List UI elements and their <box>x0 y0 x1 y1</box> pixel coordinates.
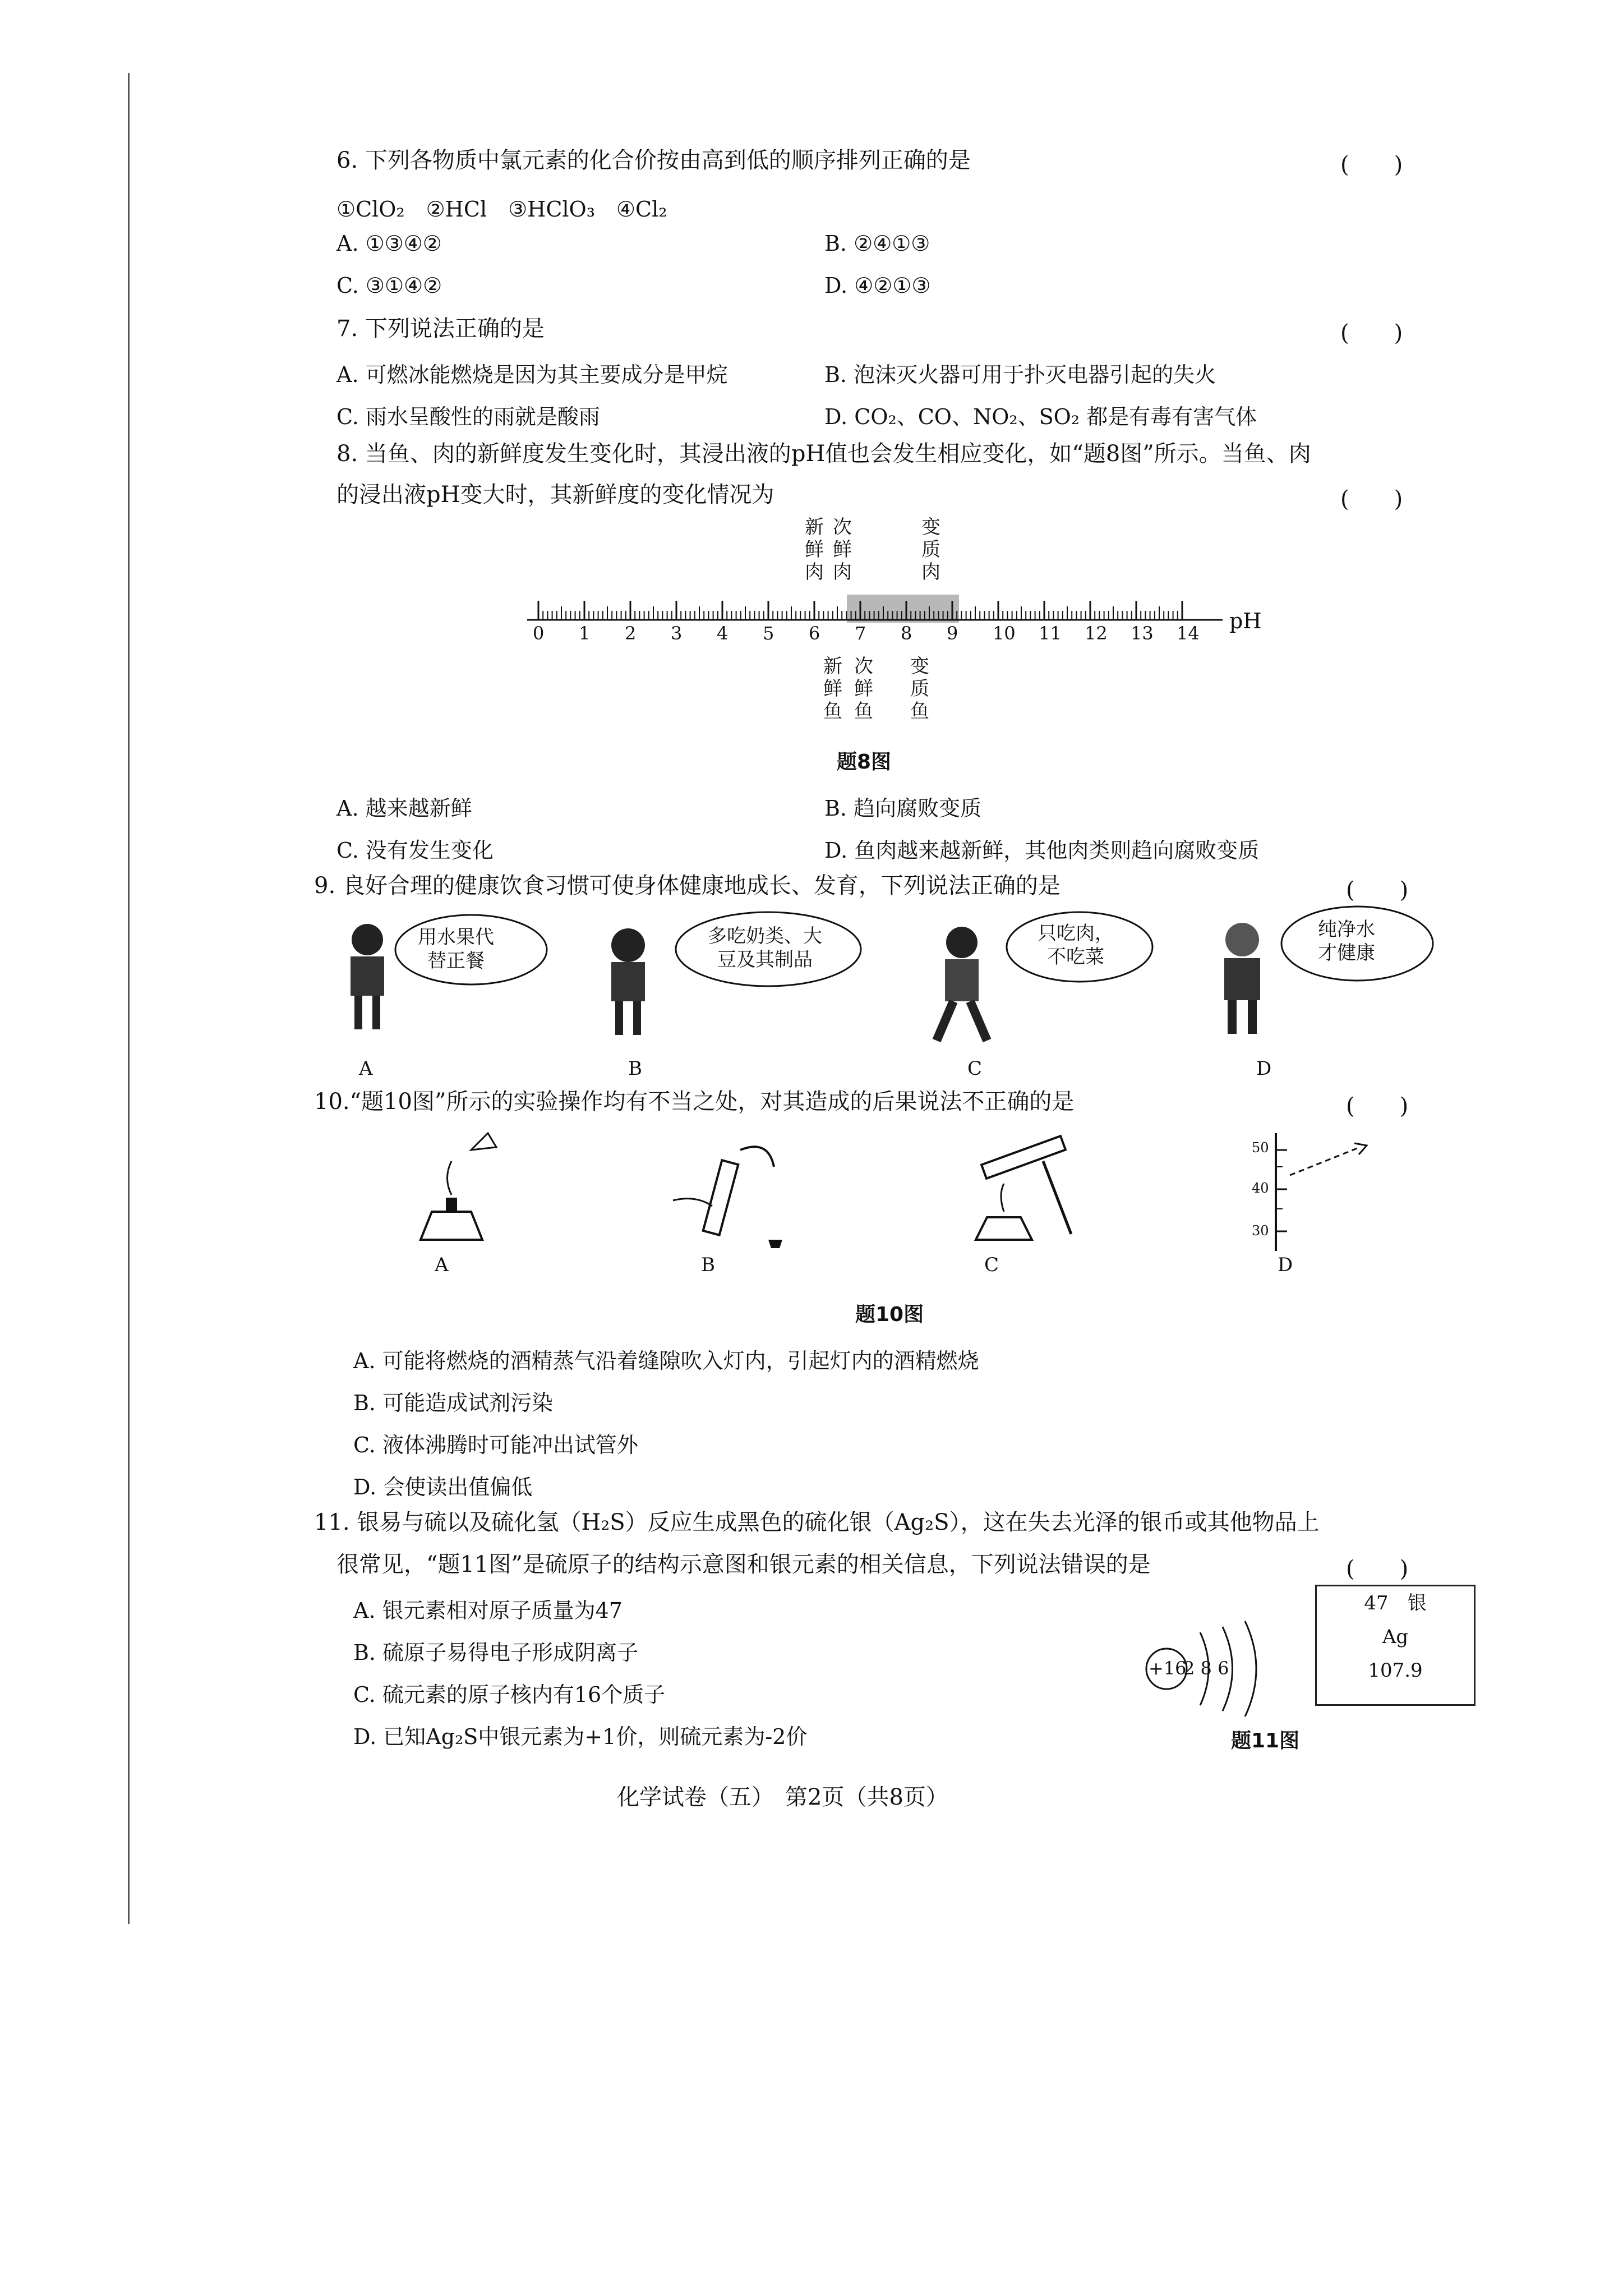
pouring-reagent-icon <box>662 1128 802 1251</box>
q7-option-a[interactable]: A. 可燃冰能燃烧是因为其主要成分是甲烷 <box>336 362 728 387</box>
ph-scale-ruler <box>505 595 1290 639</box>
q11-stem-line2: 很常见，“题11图”是硫原子的结构示意图和银元素的相关信息，下列说法错误的是 <box>336 1552 1151 1577</box>
q10-option-d[interactable]: D. 会使读出值偏低 <box>353 1475 533 1499</box>
ph-tick-label: 3 <box>671 623 683 644</box>
ph-tick-label: 12 <box>1085 623 1108 644</box>
q10-option-a[interactable]: A. 可能将燃烧的酒精蒸气沿着缝隙吹入灯内，引起灯内的酒精燃烧 <box>353 1349 979 1373</box>
q8-stem-line2: 的浸出液pH变大时，其新鲜度的变化情况为 <box>336 482 774 508</box>
ph-tick-label: 4 <box>717 623 728 644</box>
q6-stem: 6. 下列各物质中氯元素的化合价按由高到低的顺序排列正确的是 <box>336 148 971 173</box>
ph-tick-label: 10 <box>993 623 1016 644</box>
child-figure-d <box>1209 920 1276 1049</box>
q8-option-d[interactable]: D. 鱼肉越来越新鲜，其他肉类则趋向腐败变质 <box>824 838 1260 863</box>
q6-items: ①ClO₂ ②HCl ③HClO₃ ④Cl₂ <box>336 197 667 222</box>
element-number: 47 <box>1364 1592 1389 1614</box>
q8-option-c[interactable]: C. 没有发生变化 <box>336 838 494 863</box>
meat-second-label: 次鲜肉 <box>833 516 852 583</box>
q8-option-b[interactable]: B. 趋向腐败变质 <box>824 796 982 821</box>
ph-tick-label: 6 <box>809 623 820 644</box>
q9-answer-paren[interactable]: ( ) <box>1346 877 1409 903</box>
q10-option-c[interactable]: C. 液体沸腾时可能冲出试管外 <box>353 1433 638 1457</box>
q10-answer-paren[interactable]: ( ) <box>1346 1093 1409 1119</box>
q7-answer-paren[interactable]: ( ) <box>1340 320 1403 346</box>
ph-tick-label: 0 <box>533 623 545 644</box>
figure-label-c[interactable]: C <box>967 1057 983 1080</box>
ph-axis-unit: pH <box>1229 609 1262 633</box>
cylinder-tick-50: 50 <box>1252 1140 1269 1156</box>
element-name: 银 <box>1407 1592 1427 1614</box>
q10-figure-label-d[interactable]: D <box>1278 1254 1293 1276</box>
page-footer: 化学试卷（五） 第2页（共8页） <box>617 1784 948 1810</box>
q9-stem: 9. 良好合理的健康饮食习惯可使身体健康地成长、发育，下列说法正确的是 <box>314 873 1061 899</box>
q11-option-a[interactable]: A. 银元素相对原子质量为47 <box>353 1598 623 1623</box>
q10-option-b[interactable]: B. 可能造成试剂污染 <box>353 1391 554 1415</box>
q7-option-c[interactable]: C. 雨水呈酸性的雨就是酸雨 <box>336 404 600 429</box>
child-figure-c <box>925 923 998 1052</box>
figure-label-a[interactable]: A <box>359 1057 373 1080</box>
ph-tick-label: 13 <box>1131 623 1154 644</box>
ph-tick-label: 9 <box>947 623 958 644</box>
q7-option-d[interactable]: D. CO₂、CO、NO₂、SO₂ 都是有毒有害气体 <box>824 404 1257 429</box>
alcohol-lamp-blowing-icon <box>398 1128 505 1251</box>
q11-option-b[interactable]: B. 硫原子易得电子形成阴离子 <box>353 1640 639 1665</box>
ph-tick-label: 8 <box>901 623 912 644</box>
heating-test-tube-icon <box>948 1128 1088 1251</box>
bubble-a-text: 用水果代 替正餐 <box>418 926 494 972</box>
element-mass: 107.9 <box>1368 1659 1423 1682</box>
fish-spoiled-label: 变质鱼 <box>910 655 929 723</box>
q8-stem-line1: 8. 当鱼、肉的新鲜度发生变化时，其浸出液的pH值也会发生相应变化，如“题8图”所示。当鱼、肉 <box>336 441 1311 467</box>
bubble-d-text: 纯净水 才健康 <box>1318 918 1375 964</box>
q10-figure-label-a[interactable]: A <box>435 1254 449 1276</box>
child-figure-b <box>597 926 659 1049</box>
bubble-c-text: 只吃肉， 不吃菜 <box>1038 922 1114 968</box>
ph-tick-label: 14 <box>1177 623 1200 644</box>
q10-figure-label-c[interactable]: C <box>984 1254 999 1276</box>
bubble-b-text: 多吃奶类、大 豆及其制品 <box>708 925 822 971</box>
figure-label-d[interactable]: D <box>1256 1057 1272 1080</box>
cylinder-tick-40: 40 <box>1252 1180 1269 1196</box>
fish-fresh-label: 新鲜鱼 <box>823 655 842 723</box>
ph-tick-label: 1 <box>579 623 591 644</box>
silver-element-card <box>1315 1585 1476 1706</box>
ph-tick-label: 2 <box>625 623 637 644</box>
fig11-caption: 题11图 <box>1231 1729 1300 1752</box>
q6-option-b[interactable]: B. ②④①③ <box>824 231 930 256</box>
cylinder-tick-30: 30 <box>1252 1223 1269 1239</box>
fish-second-label: 次鲜鱼 <box>854 655 873 723</box>
ph-shaded-region <box>847 595 959 623</box>
q11-option-d[interactable]: D. 已知Ag₂S中银元素为+1价，则硫元素为-2价 <box>353 1724 808 1749</box>
ph-tick-label: 11 <box>1039 623 1062 644</box>
meat-spoiled-label: 变质肉 <box>921 516 940 583</box>
q7-option-b[interactable]: B. 泡沫灭火器可用于扑灭电器引起的失火 <box>824 362 1216 387</box>
q6-answer-paren[interactable]: ( ) <box>1340 152 1403 178</box>
q6-option-c[interactable]: C. ③①④② <box>336 273 442 298</box>
fig10-caption: 题10图 <box>855 1303 924 1326</box>
q6-option-d[interactable]: D. ④②①③ <box>824 273 931 298</box>
q10-figure-label-b[interactable]: B <box>701 1254 715 1276</box>
margin-line <box>128 73 130 1924</box>
q11-stem-line1: 11. 银易与硫以及硫化氢（H₂S）反应生成黑色的硫化银（Ag₂S），这在失去光泽的银币或其他物品上 <box>314 1510 1320 1535</box>
child-figure-a <box>336 920 398 1043</box>
atom-shell-numbers: 2 8 6 <box>1183 1658 1229 1679</box>
q11-answer-paren[interactable]: ( ) <box>1346 1556 1409 1582</box>
q7-stem: 7. 下列说法正确的是 <box>336 316 545 342</box>
q6-option-a[interactable]: A. ①③④② <box>336 231 442 256</box>
q8-answer-paren[interactable]: ( ) <box>1340 486 1403 512</box>
atom-nucleus-label: +16 <box>1149 1658 1187 1679</box>
q10-stem: 10.“题10图”所示的实验操作均有不当之处，对其造成的后果说法不正确的是 <box>314 1089 1075 1115</box>
meat-fresh-label: 新鲜肉 <box>805 516 824 583</box>
element-symbol: Ag <box>1382 1626 1409 1648</box>
q8-option-a[interactable]: A. 越来越新鲜 <box>336 796 472 821</box>
ph-tick-label: 7 <box>855 623 866 644</box>
ph-tick-label: 5 <box>763 623 774 644</box>
figure-label-b[interactable]: B <box>628 1057 642 1080</box>
fig8-caption: 题8图 <box>837 751 892 774</box>
q11-option-c[interactable]: C. 硫元素的原子核内有16个质子 <box>353 1682 666 1707</box>
